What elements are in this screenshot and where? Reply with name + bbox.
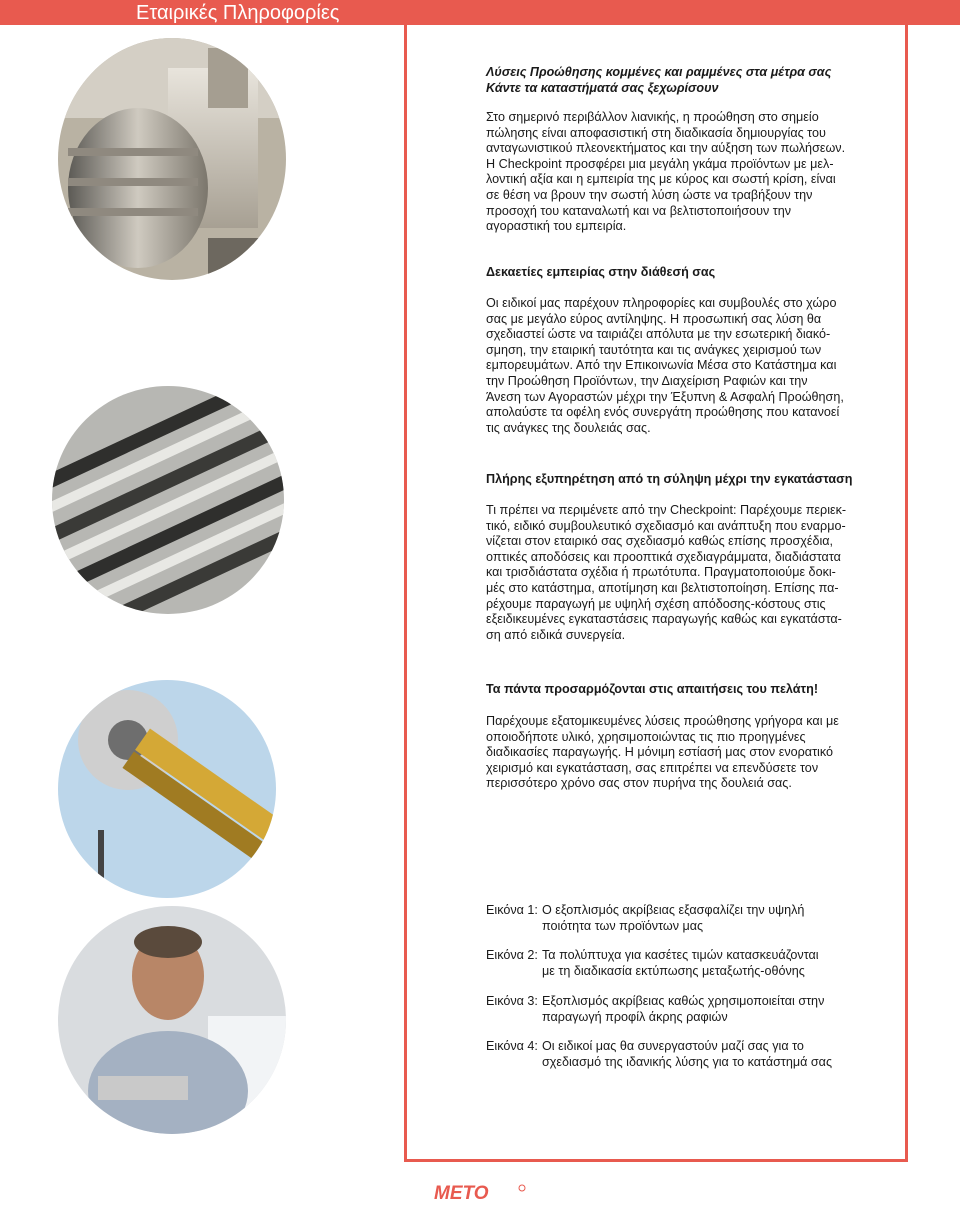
intro-heading-line2: Κάντε τα καταστήματά σας ξεχωρίσουν bbox=[486, 80, 719, 95]
caption-label: Εικόνα 4: bbox=[486, 1039, 538, 1054]
intro-block bbox=[486, 65, 871, 96]
meto-logo bbox=[430, 1180, 530, 1204]
caption-text: Ο εξοπλισμός ακρίβειας εξασφαλίζει την υψηλή ποιότητα των προϊόντων μας bbox=[542, 903, 805, 933]
caption-text: Οι ειδικοί μας θα συνεργαστούν μαζί σας για το σχεδιασμό της ιδανικής λύσης για το κατάστημά σας bbox=[542, 1039, 833, 1069]
section2-body: Οι ειδικοί μας παρέχουν πληροφορίες και συμβουλές στο χώρο σας με μεγάλο εύρος αντίληψης. Η προσωπική σας λύση θα σχεδιαστεί ώστε να ταιριάζει απόλυτα με την εσωτερική διακό- σμηση, την εταιρική ταυτότητα και τις ανάγκες χειρισμού των εμπορευμάτων. Από την Επικοινωνία Μέσα στο Κατάστημα και την Προώθηση Προϊόντων, την Διαχείριση Ραφιών και την Άνεση των Αγοραστών μέχρι την Έξυπνη & Ασφαλή Προώθηση, απολαύστε τα οφέλη ενός συνεργάτη προώθησης που κατανοεί τις ανάγκες της δουλειάς σας. bbox=[486, 296, 844, 435]
section3-body: Τι πρέπει να περιμένετε από την Checkpoint: Παρέχουμε περιεκ- τικό, ειδικό συμβουλευτικό σχεδιασμό και ανάπτυξη που εναρμο- νίζεται στον εταιρικό σας σχεδιασμό καθώς επίσης προσχέδια, οπτικές αποδόσεις και προοπτικά σχεδιαγράμματα, διαδιάστατα και τρισδιάστατα σχέδια ή πρωτότυπα. Πραγματοποιούμε δοκι- μές στο κατάστημα, αποτίμηση και βελτιστοποίηση. Επίσης πα- ρέχουμε παραγωγή με υψηλή σχέση απόδοσης-κόστους στις εξειδικευμένες εγκαταστάσεις παραγωγής καθώς και εγκατάστα- ση από ειδικά συνεργεία. bbox=[486, 503, 847, 642]
intro-heading-line1: Λύσεις Προώθησης κομμένες και ραμμένες στα μέτρα σας bbox=[486, 65, 832, 79]
caption-item bbox=[486, 1039, 886, 1070]
caption-item bbox=[486, 994, 886, 1025]
caption-item bbox=[486, 948, 886, 979]
caption-text: Τα πολύπτυχα για κασέτες τιμών κατασκευάζονται με τη διαδικασία εκτύπωσης μεταξωτής-οθόνης bbox=[542, 948, 819, 979]
frame-line-bottom bbox=[404, 1159, 908, 1162]
meto-logo-text: METO bbox=[434, 1183, 489, 1204]
photo-precision-equipment bbox=[58, 38, 286, 280]
photo-printed-strips bbox=[52, 386, 284, 614]
frame-line-left bbox=[404, 25, 407, 1160]
section2-heading: Δεκαετίες εμπειρίας στην διάθεσή σας bbox=[486, 265, 716, 279]
section3-heading: Πλήρης εξυπηρέτηση από τη σύληψη μέχρι την εγκατάσταση bbox=[486, 472, 853, 486]
frame-line-right bbox=[905, 25, 908, 1160]
section4-body: Παρέχουμε εξατομικευμένες λύσεις προώθησης γρήγορα και με οποιοδήποτε υλικό, χρησιμοποιώντας τις πιο προηγμένες διαδικασίες παραγωγής. Η μόνιμη εστίασή μας στον ενορατικό χειρισμό και εγκατάσταση, σας επιτρέπει να επενδύσετε τον περισσότερο χρόνο σας στον πυρήνα της δουλειά σας. bbox=[486, 714, 839, 791]
caption-label: Εικόνα 2: bbox=[486, 948, 538, 963]
section4-heading: Τα πάντα προσαρμόζονται στις απαιτήσεις του πελάτη! bbox=[486, 682, 819, 696]
caption-label: Εικόνα 1: bbox=[486, 903, 538, 917]
caption-item bbox=[486, 903, 886, 934]
intro-body: Στο σημερινό περιβάλλον λιανικής, η προώθηση στο σημείο πώλησης είναι αποφασιστική στη διαδικασία δημιουργίας του ανταγωνιστικού πλεονεκτήματος και την αύξηση των πωλήσεων. Η Checkpoint προσφέρει μια μεγάλη γκάμα προϊόντων με μελ- λοντική αξία και η εμπειρία της με κύρος και σωστή κρίση, είναι σε θέση να βρουν την σωστή λύση ώστε να τραβήξουν την προσοχή του καταναλωτή και να βελτιστοποιήσουν την αγοραστική του εμπειρία. bbox=[486, 110, 846, 234]
photo-shelf-profile-production bbox=[58, 680, 276, 898]
caption-list bbox=[486, 903, 886, 1085]
photo-specialist bbox=[58, 906, 286, 1134]
caption-text: Εξοπλισμός ακρίβειας καθώς χρησιμοποιείται στην παραγωγή προφίλ άκρης ραφιών bbox=[542, 993, 825, 1024]
page-title: Εταιρικές Πληροφορίες bbox=[136, 2, 340, 24]
caption-label: Εικόνα 3: bbox=[486, 993, 538, 1008]
